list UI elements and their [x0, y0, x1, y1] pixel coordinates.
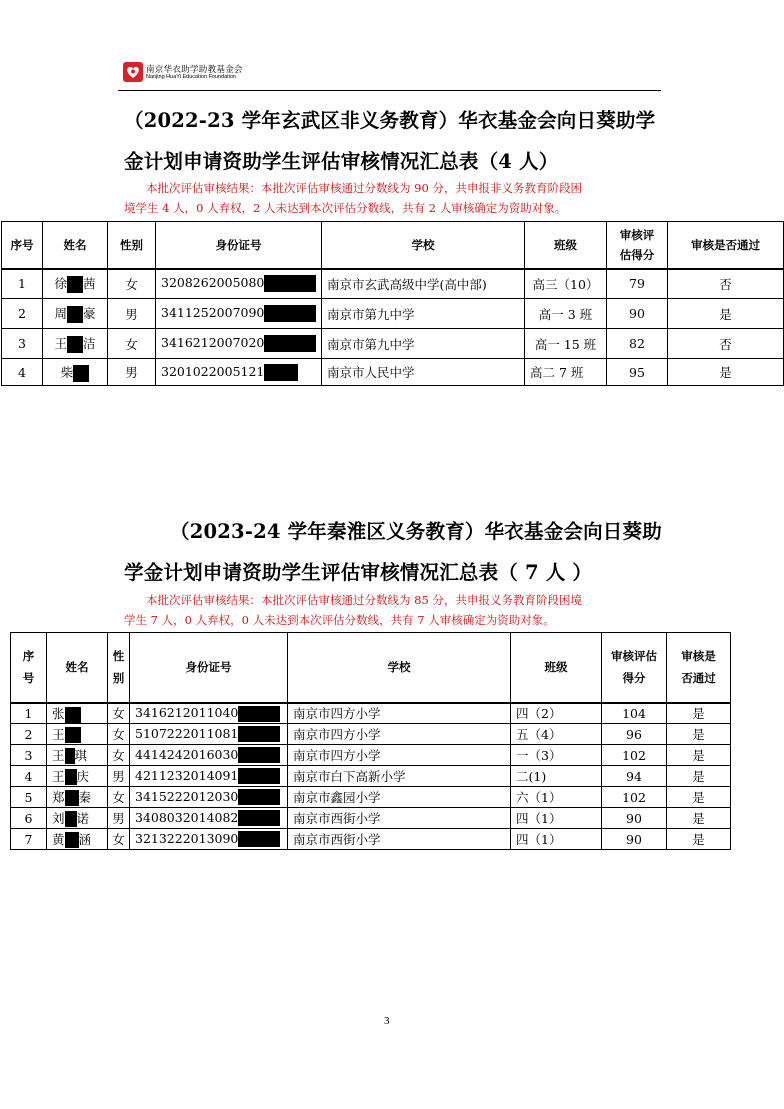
cell-pass: 是 — [668, 299, 784, 329]
cell-gender: 男 — [108, 359, 156, 386]
cell-gender: 女 — [108, 829, 130, 850]
col-score-line2: 得分 — [622, 671, 646, 686]
section2-table — [10, 632, 731, 850]
cell-id — [156, 269, 322, 299]
redaction-block — [238, 831, 280, 847]
cell-school: 南京市人民中学 — [322, 359, 525, 386]
table-header-row — [11, 633, 731, 703]
redaction-block — [238, 747, 280, 763]
name-last-char: 秦 — [78, 789, 92, 805]
cell-id — [130, 724, 288, 745]
cell-name — [47, 766, 108, 787]
redaction-block — [67, 336, 83, 353]
name-given: 王 — [52, 747, 65, 763]
cell-id — [156, 299, 322, 329]
cell-school: 南京市四方小学 — [288, 724, 511, 745]
id-visible: 3415222012030 — [135, 788, 239, 804]
table-header-row — [2, 222, 784, 269]
cell-score: 82 — [607, 329, 668, 359]
cell-gender: 女 — [108, 329, 156, 359]
cell-school: 南京市鑫园小学 — [288, 787, 511, 808]
name-last-char: 洁 — [83, 336, 96, 351]
name-last-char: 涵 — [78, 831, 92, 847]
cell-name — [47, 703, 108, 724]
id-visible: 3201022005121 — [161, 363, 265, 379]
table-row — [11, 724, 731, 745]
col-pass-line2: 否通过 — [681, 671, 716, 686]
cell-gender: 男 — [108, 808, 130, 829]
cell-name — [43, 269, 108, 299]
section2-title-line2: 学金计划申请资助学生评估审核情况汇总表（ 7 人 ） — [124, 561, 593, 584]
heart-logo-icon — [122, 61, 144, 83]
col-score-line1: 审核评估 — [611, 649, 657, 664]
name-given: 张 — [52, 706, 65, 721]
cell-pass: 是 — [667, 766, 731, 787]
cell-pass: 是 — [667, 829, 731, 850]
redaction-block — [65, 727, 81, 743]
col-school: 学校 — [322, 222, 525, 269]
name-last-char: 茜 — [83, 276, 96, 292]
name-given: 刘 — [52, 810, 65, 826]
cell-seq: 1 — [11, 703, 47, 724]
cell-name — [47, 787, 108, 808]
col-pass-line1: 审核是 — [681, 649, 716, 664]
name-last-char: 豪 — [83, 306, 96, 321]
cell-score: 104 — [602, 703, 667, 724]
section1-note-line2: 境学生 4 人，0 人弃权，2 人未达到本次评估分数线，共有 2 人审核确定为资助对象。 — [124, 201, 567, 215]
cell-grade: 四（1） — [511, 808, 602, 829]
cell-seq: 4 — [2, 359, 43, 386]
redaction-block — [238, 706, 280, 722]
col-grade: 班级 — [511, 633, 602, 703]
cell-seq: 7 — [11, 829, 47, 850]
cell-score: 90 — [602, 808, 667, 829]
cell-school: 南京市第九中学 — [322, 329, 525, 359]
cell-seq: 3 — [11, 745, 47, 766]
table-row — [11, 829, 731, 850]
name-given: 王 — [54, 336, 67, 351]
cell-seq: 5 — [11, 787, 47, 808]
redaction-block — [67, 276, 83, 293]
name-given: 王 — [52, 768, 65, 784]
redaction-block — [238, 726, 280, 742]
cell-pass: 是 — [667, 703, 731, 724]
cell-score: 90 — [607, 299, 668, 329]
cell-pass: 是 — [667, 724, 731, 745]
table-row — [2, 329, 784, 359]
cell-grade: 六（1） — [511, 787, 602, 808]
redaction-block — [264, 275, 316, 292]
redaction-block — [264, 305, 316, 322]
redaction-block — [65, 769, 77, 785]
cell-id — [130, 787, 288, 808]
cell-grade: 高三（10） — [525, 269, 607, 299]
name-given: 王 — [52, 726, 65, 742]
name-given: 徐 — [54, 276, 67, 292]
redaction-block — [65, 790, 79, 806]
col-gender — [108, 633, 130, 703]
table-row — [2, 359, 784, 386]
header-rule — [118, 90, 661, 91]
cell-name — [43, 329, 108, 359]
cell-pass: 否 — [668, 269, 784, 299]
col-school: 学校 — [288, 633, 511, 703]
cell-score: 102 — [602, 745, 667, 766]
table-row — [11, 787, 731, 808]
col-score — [607, 222, 668, 269]
cell-grade: 高一 15 班 — [525, 329, 607, 359]
col-seq: 序号 — [2, 222, 43, 269]
cell-grade: 高二 7 班 — [525, 359, 607, 386]
cell-name — [47, 808, 108, 829]
cell-seq: 1 — [2, 269, 43, 299]
col-grade: 班级 — [525, 222, 607, 269]
redaction-block — [65, 811, 77, 827]
cell-school: 南京市西街小学 — [288, 829, 511, 850]
cell-score: 96 — [602, 724, 667, 745]
id-visible: 4414242016030 — [135, 746, 239, 762]
cell-grade: 四（2） — [511, 703, 602, 724]
name-last-char: 诺 — [76, 810, 90, 826]
logo-english-name: Nanjing HuaYi Education Foundation — [146, 74, 236, 80]
cell-id — [130, 829, 288, 850]
cell-grade: 一（3） — [511, 745, 602, 766]
col-id: 身份证号 — [130, 633, 288, 703]
cell-score: 90 — [602, 829, 667, 850]
cell-school: 南京市四方小学 — [288, 703, 511, 724]
cell-grade: 四（1） — [511, 829, 602, 850]
section2-title-line1: （2023-24 学年秦淮区义务教育）华衣基金会向日葵助 — [170, 520, 662, 543]
redaction-block — [73, 365, 89, 382]
cell-name — [43, 359, 108, 386]
logo-chinese-name: 南京华衣助学助教基金会 — [146, 65, 243, 75]
table-row — [11, 766, 731, 787]
table-row — [11, 808, 731, 829]
col-seq-line1: 序 — [22, 649, 35, 664]
col-pass — [667, 633, 731, 703]
col-name: 姓名 — [43, 222, 108, 269]
name-given: 柴 — [60, 364, 74, 380]
cell-gender: 男 — [108, 766, 130, 787]
cell-score: 102 — [602, 787, 667, 808]
section1-note-line1: 本批次评估审核结果：本批次评估审核通过分数线为 90 分，共申报非义务教育阶段困 — [146, 181, 582, 195]
col-name: 姓名 — [47, 633, 108, 703]
redaction-block — [67, 306, 83, 323]
cell-score: 79 — [607, 269, 668, 299]
col-seq — [11, 633, 47, 703]
id-visible: 3208262005080 — [161, 275, 265, 291]
cell-score: 94 — [602, 766, 667, 787]
cell-name — [43, 299, 108, 329]
col-pass: 审核是否通过 — [668, 222, 784, 269]
name-last-char: 庆 — [76, 768, 90, 784]
cell-gender: 男 — [108, 299, 156, 329]
name-last-char: 琪 — [74, 747, 88, 763]
page-number: 3 — [384, 1015, 390, 1027]
cell-school: 南京市玄武高级中学(高中部) — [322, 269, 525, 299]
id-visible: 3416212007020 — [161, 335, 265, 350]
cell-seq: 2 — [2, 299, 43, 329]
cell-gender: 女 — [108, 787, 130, 808]
redaction-block — [238, 768, 280, 784]
cell-school: 南京市白下高新小学 — [288, 766, 511, 787]
id-visible: 5107222011081 — [135, 725, 239, 741]
foundation-logo — [122, 61, 242, 85]
cell-id — [130, 808, 288, 829]
cell-score: 95 — [607, 359, 668, 386]
section2-note-line1: 本批次评估审核结果：本批次评估审核通过分数线为 85 分，共申报义务教育阶段困境 — [146, 593, 582, 607]
cell-pass: 是 — [667, 787, 731, 808]
id-visible: 3416212011040 — [135, 705, 239, 720]
table-row — [2, 299, 784, 329]
id-visible: 3408032014082 — [135, 809, 239, 825]
cell-seq: 6 — [11, 808, 47, 829]
cell-gender: 女 — [108, 724, 130, 745]
col-score-line2: 估得分 — [619, 247, 655, 262]
section1-title-line2: 金计划申请资助学生评估审核情况汇总表（4 人） — [124, 150, 559, 173]
cell-grade: 二(1) — [511, 766, 602, 787]
name-given: 郑 — [52, 789, 65, 805]
redaction-block — [65, 707, 81, 723]
cell-school: 南京市四方小学 — [288, 745, 511, 766]
section2-note-line2: 学生 7 人，0 人弃权，0 人未达到本次评估分数线，共有 7 人审核确定为资助对象。 — [124, 613, 555, 627]
col-seq-line2: 号 — [22, 671, 35, 686]
table-row — [11, 745, 731, 766]
section1-title-line1: （2022-23 学年玄武区非义务教育）华衣基金会向日葵助学 — [124, 109, 656, 132]
cell-id — [130, 703, 288, 724]
redaction-block — [238, 789, 280, 805]
name-given: 周 — [54, 306, 67, 321]
cell-id — [130, 766, 288, 787]
col-gender-line2: 别 — [112, 671, 125, 686]
id-visible: 3411252007090 — [161, 305, 265, 320]
cell-seq: 4 — [11, 766, 47, 787]
id-visible: 4211232014091 — [135, 767, 239, 783]
cell-school: 南京市西街小学 — [288, 808, 511, 829]
cell-pass: 是 — [667, 808, 731, 829]
id-visible: 3213222013090 — [135, 830, 239, 846]
cell-grade: 高一 3 班 — [525, 299, 607, 329]
table-row — [11, 703, 731, 724]
cell-id — [156, 329, 322, 359]
cell-grade: 五（4） — [511, 724, 602, 745]
col-gender-line1: 性 — [112, 649, 125, 664]
cell-name — [47, 745, 108, 766]
col-gender: 性别 — [108, 222, 156, 269]
section1-table — [1, 221, 784, 386]
cell-gender: 女 — [108, 745, 130, 766]
cell-name — [47, 724, 108, 745]
cell-seq: 2 — [11, 724, 47, 745]
cell-school: 南京市第九中学 — [322, 299, 525, 329]
redaction-block — [65, 832, 79, 848]
cell-pass: 是 — [667, 745, 731, 766]
cell-pass: 是 — [668, 359, 784, 386]
name-given: 黄 — [52, 831, 65, 847]
col-score-line1: 审核评 — [619, 227, 655, 242]
redaction-block — [238, 810, 280, 826]
cell-pass: 否 — [668, 329, 784, 359]
cell-name — [47, 829, 108, 850]
table-row — [2, 269, 784, 299]
cell-seq: 3 — [2, 329, 43, 359]
redaction-block — [264, 364, 298, 381]
redaction-block — [65, 748, 75, 764]
col-id: 身份证号 — [156, 222, 322, 269]
redaction-block — [264, 335, 316, 352]
col-score — [602, 633, 667, 703]
cell-id — [130, 745, 288, 766]
cell-gender: 女 — [108, 703, 130, 724]
cell-id — [156, 359, 322, 386]
cell-gender: 女 — [108, 269, 156, 299]
